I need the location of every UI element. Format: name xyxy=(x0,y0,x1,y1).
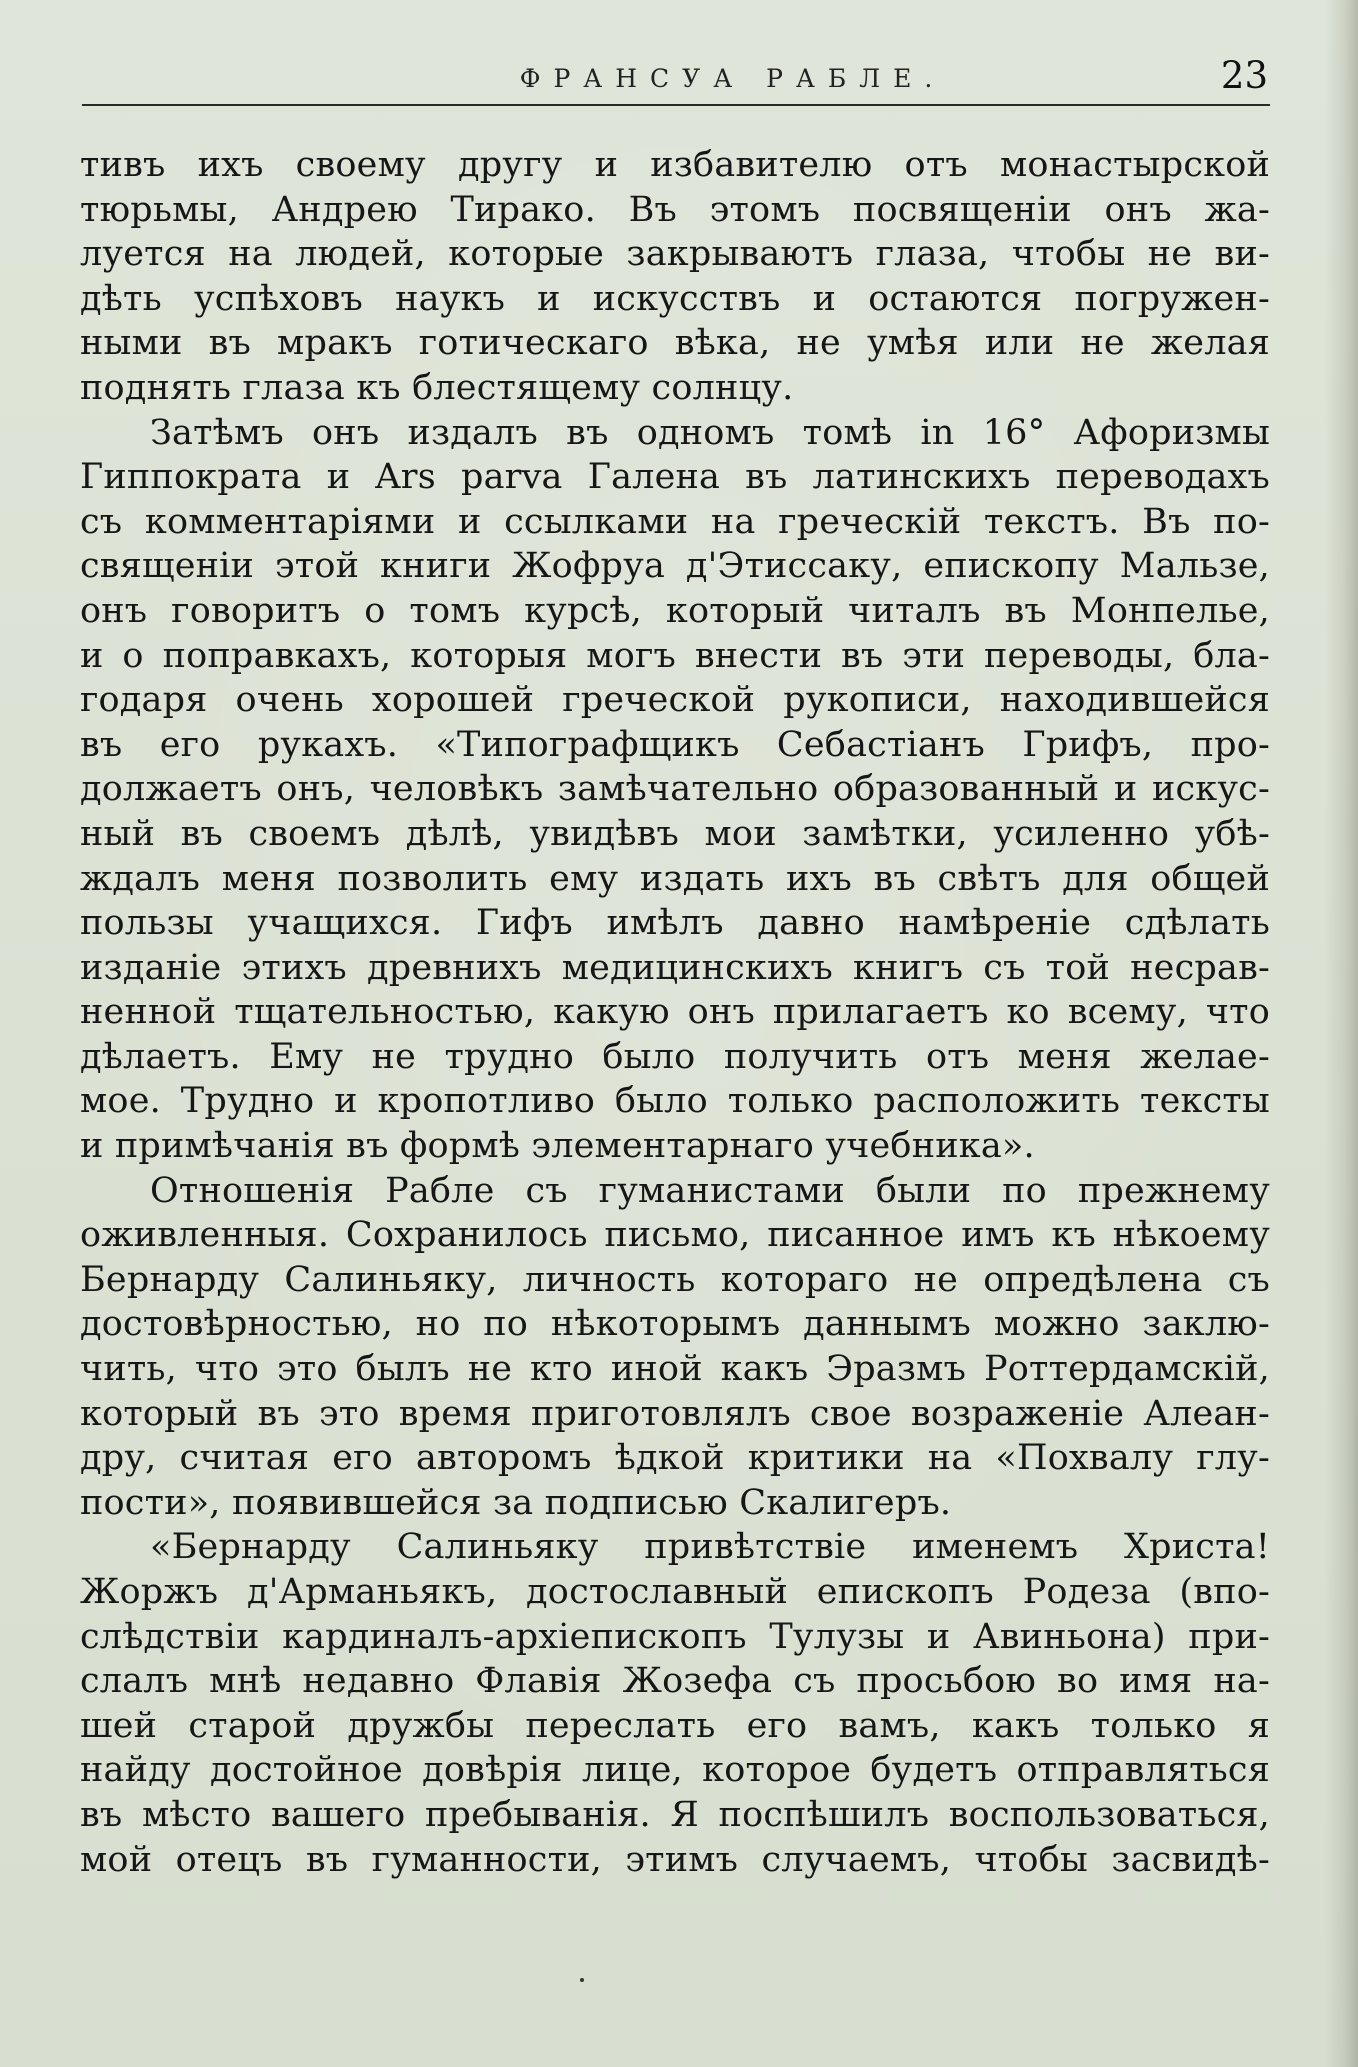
text-line: онъ говоритъ о томъ курсѣ, который читалъ въ Монпелье, xyxy=(80,590,1270,631)
text-line: мое. Трудно и кропотливо было только расположить тексты xyxy=(80,1081,1270,1122)
text-line: ный въ своемъ дѣлѣ, увидѣвъ мои замѣтки, усиленно убѣ- xyxy=(80,813,1270,854)
text-line: Гиппократа и Ars parva Галена въ латинскихъ переводахъ xyxy=(80,457,1270,498)
text-line: дѣть успѣховъ наукъ и искусствъ и остаются погружен- xyxy=(80,278,1270,319)
text-line: слалъ мнѣ недавно Флавія Жозефа съ просьбою во имя на- xyxy=(80,1661,1270,1702)
text-line: Жоржъ д'Арманьякъ, достославный епископъ Родеза (впо- xyxy=(80,1572,1270,1612)
text-line: и о поправкахъ, которыя могъ внести въ эти переводы, бла- xyxy=(80,635,1270,676)
text-line: «Бернарду Салиньяку привѣтствіе именемъ Христа! xyxy=(150,1527,1270,1568)
text-line: дру, считая его авторомъ ѣдкой критики на «Похвалу глу- xyxy=(80,1438,1270,1479)
text-line: должаетъ онъ, человѣкъ замѣчательно образованный и искус- xyxy=(80,769,1270,810)
text-line: шей старой дружбы переслать его вамъ, какъ только я xyxy=(80,1705,1270,1746)
text-line: ными въ мракъ готическаго вѣка, не умѣя или не желая xyxy=(80,323,1270,364)
text-line: мой отецъ въ гуманности, этимъ случаемъ, чтобы засвидѣ- xyxy=(80,1839,1270,1880)
page-edge-shadow xyxy=(1324,0,1358,2067)
page-header xyxy=(82,54,1268,110)
text-line: изданіе этихъ древнихъ медицинскихъ книгъ съ той несрав- xyxy=(80,947,1270,988)
body-text xyxy=(80,143,1270,1882)
header-rule xyxy=(82,104,1270,106)
text-line: тюрьмы, Андрею Тирако. Въ этомъ посвященіи онъ жа- xyxy=(80,189,1270,230)
text-line: тивъ ихъ своему другу и избавителю отъ монастырской xyxy=(80,145,1270,185)
text-line: пости», появившейся за подписью Скалигеръ. xyxy=(80,1482,952,1523)
text-line: Отношенія Рабле съ гуманистами были по прежнему xyxy=(150,1170,1270,1211)
text-line: и примѣчанія въ формѣ элементарнаго учебника». xyxy=(80,1126,1035,1167)
text-line: дѣлаетъ. Ему не трудно было получить отъ меня желае- xyxy=(80,1036,1270,1077)
text-line: поднять глаза къ блестящему солнцу. xyxy=(80,367,794,408)
text-line: ждалъ меня позволить ему издать ихъ въ свѣтъ для общей xyxy=(80,858,1270,899)
text-line: чить, что это былъ не кто иной какъ Эразмъ Роттердамскій, xyxy=(80,1349,1270,1390)
text-line: слѣдствіи кардиналъ-архіепископъ Тулузы и Авиньона) при- xyxy=(80,1616,1270,1657)
text-line: священіи этой книги Жофруа д'Этиссаку, епископу Мальзе, xyxy=(80,546,1270,587)
text-line: съ комментаріями и ссылками на греческій текстъ. Въ по- xyxy=(80,501,1270,542)
text-line: въ мѣсто вашего пребыванія. Я поспѣшилъ воспользоваться, xyxy=(80,1794,1270,1835)
text-line: ненной тщательностью, какую онъ прилагаетъ ко всему, что xyxy=(80,992,1270,1033)
text-line: Затѣмъ онъ издалъ въ одномъ томѣ in 16° Афоризмы xyxy=(150,412,1270,453)
running-head: ФРАНСУА РАБЛЕ. xyxy=(519,64,946,93)
print-speck xyxy=(580,1978,584,1982)
text-line: найду достойное довѣрія лице, которое будетъ отправляться xyxy=(80,1750,1270,1791)
text-line: годаря очень хорошей греческой рукописи, находившейся xyxy=(80,680,1270,721)
text-line: который въ это время приготовлялъ свое возраженіе Алеан- xyxy=(80,1393,1270,1434)
text-line: достовѣрностью, но по нѣкоторымъ даннымъ можно заклю- xyxy=(80,1304,1270,1345)
text-line: оживленныя. Сохранилось письмо, писанное имъ къ нѣкоему xyxy=(80,1215,1270,1256)
text-line: луется на людей, которые закрываютъ глаза, чтобы не ви- xyxy=(80,234,1270,275)
page-number: 23 xyxy=(1220,54,1268,97)
text-line: Бернарду Салиньяку, личность котораго не опредѣлена съ xyxy=(80,1259,1270,1300)
text-line: пользы учащихся. Гифъ имѣлъ давно намѣреніе сдѣлать xyxy=(80,903,1270,944)
text-line: въ его рукахъ. «Типографщикъ Себастіанъ Грифъ, про- xyxy=(80,724,1270,765)
